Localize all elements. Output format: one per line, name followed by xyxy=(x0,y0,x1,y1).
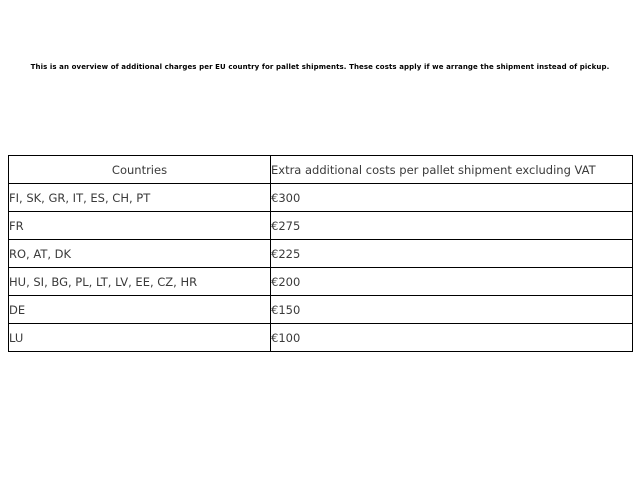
cost-cell: €150 xyxy=(271,296,633,324)
table-row xyxy=(9,268,633,296)
table-row xyxy=(9,212,633,240)
countries-cell: FR xyxy=(9,212,271,240)
countries-cell: FI, SK, GR, IT, ES, CH, PT xyxy=(9,184,271,212)
intro-text: This is an overview of additional charges per EU country for pallet shipments. These costs apply if we arrange the shipment instead of pickup. xyxy=(30,63,610,71)
charges-table xyxy=(8,155,633,352)
column-header-countries: Countries xyxy=(9,156,271,184)
table-row xyxy=(9,324,633,352)
table-header-row xyxy=(9,156,633,184)
column-header-costs: Extra additional costs per pallet shipment excluding VAT xyxy=(271,156,633,184)
table-row xyxy=(9,296,633,324)
countries-cell: LU xyxy=(9,324,271,352)
cost-cell: €300 xyxy=(271,184,633,212)
cost-cell: €100 xyxy=(271,324,633,352)
cost-cell: €200 xyxy=(271,268,633,296)
cost-cell: €225 xyxy=(271,240,633,268)
countries-cell: RO, AT, DK xyxy=(9,240,271,268)
table-row xyxy=(9,240,633,268)
countries-cell: DE xyxy=(9,296,271,324)
countries-cell: HU, SI, BG, PL, LT, LV, EE, CZ, HR xyxy=(9,268,271,296)
cost-cell: €275 xyxy=(271,212,633,240)
table-row xyxy=(9,184,633,212)
